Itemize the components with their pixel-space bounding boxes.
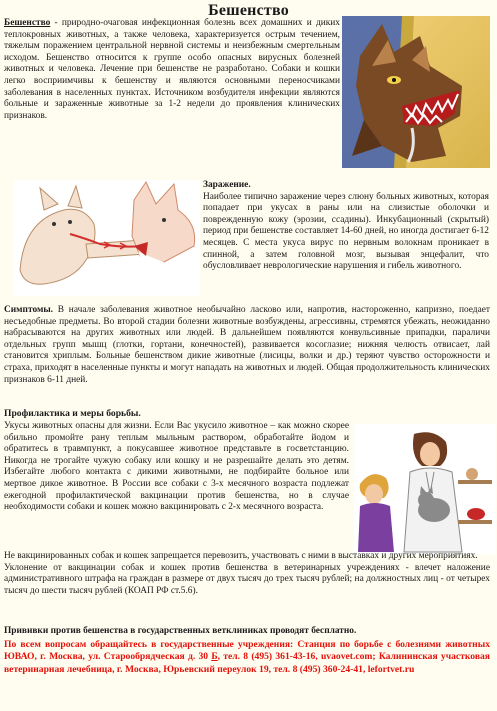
- symptoms-heading: Симптомы.: [4, 305, 53, 315]
- contacts-section: [4, 639, 490, 676]
- symptoms-section: [4, 305, 490, 386]
- rabid-wolf-image: [342, 16, 490, 168]
- veterinarian-image: [354, 424, 496, 554]
- intro-term: Бешенство: [4, 18, 51, 28]
- infection-heading: Заражение.: [203, 180, 251, 190]
- contacts-text-c: , тел. 8 (495) 361-43-16, uvaovet.com; Калининская участковая ветеринарная лечебница, г. Москва, Юрьевский переулок 19, тел. 8 (495) 360-24-41, lefortvet.ru: [4, 651, 491, 675]
- contacts-text-a: По всем вопросам обращайтесь в государственные учреждения: Станция по борьбе с болезнями животных ЮВАО, г. Москва, ул. Старообрядческая д. 30: [4, 639, 490, 663]
- infection-section: [203, 180, 489, 273]
- free-vaccination-note: Прививки против бешенства в государственных ветклиниках проводят бесплатно.: [4, 626, 357, 636]
- prevention-continued: [4, 551, 490, 597]
- contacts-text-b: Б: [211, 651, 218, 663]
- intro-text: - природно-очаговая инфекционная болезнь всех домашних и диких теплокровных животных, а также человека, характеризуется острым течением, тяжелым поражением центральной нервной системы и неизбежным смертельным исходом. Бешенство относится к группе особо опасных вирусных болезней животных и человека. Лечение при бешенстве не разработано. Собаки и кошки легко восприимчивы к бешенству и являются основными переносчиками заболевания в населенных пунктах. Источником возбудителя инфекции являются больные и зараженные животные за 1-2 недели до проявления клинических признаков.: [4, 18, 340, 121]
- prevention-text: Укусы животных опасны для жизни. Если Вас укусило животное – как можно скорее обильно промойте рану теплым мыльным раствором, обработайте йодом и обратитесь в травмпункт, а покусавшее животное представьте в госветстанцию. Никогда не трогайте чужую собаку или кошку и не разрешайте делать это детям. Избегайте любого контакта с дикими животными, не подбирайте больное или мертвое дикое животное. В России все собаки с 3-х месячного возраста подлежат ежегодной профилактической вакцинации против бешенства, но в случае необходимости собаки и кошек можно вакцинировать с 2-х месячного возраста.: [4, 421, 349, 513]
- symptoms-text: В начале заболевания животное необычайно ласково или, напротив, настороженно, капризно, поедает несъедобные предметы. Во второй стадии болезни животные возбуждены, агрессивны, стремятся убежать, неожиданно набрасываются на других животных или людей. В дальнейшем появляются конвульсивные припадки, параличи отдельных групп мышц (глотки, гортани, конечностей), развивается косоглазие; нижняя челюсть отвисает, лай становится хриплым. Больные бешенством дикие животные (лисицы, волки и др.) теряют чувство осторожности и страха, приходят в населенные пункты и могут нападать на животных и людей. Общая продолжительность клинических признаков 6-11 дней.: [4, 305, 490, 385]
- prevention-text-2: Не вакцинированных собак и кошек запрещается перевозить, участвовать с ними в выставках и других мероприятиях.: [4, 551, 478, 561]
- prevention-heading: Профилактика и меры борьбы.: [4, 408, 141, 419]
- prevention-text-3: Уклонение от вакцинации собак и кошек против бешенства в ветеринарных учреждениях - влечет наложение административного штрафа на граждан в размере от двух тысяч до трех тысяч рублей; на должностных лиц - от четырех тысяч до шести тысяч рублей (КОАП РФ ст.5.6).: [4, 562, 490, 596]
- intro-paragraph: [4, 18, 340, 122]
- infection-text: Наиболее типично заражение через слюну больных животных, которая попадает при укусах в раны или на слизистые оболочки и поврежденную кожу (эрозии, ссадины). Инкубационный (скрытый) период при бешенстве составляет 14-60 дней, но иногда достигает 6-12 месяцев. С места укуса вирус по нервным волокнам проникает в спинной, а затем головной мозг, вызывая энцефалит, что обусловливает неврологические нарушения и гибель животного.: [203, 191, 489, 272]
- page-title: Бешенство: [208, 2, 289, 19]
- fox-cat-image: [14, 180, 200, 296]
